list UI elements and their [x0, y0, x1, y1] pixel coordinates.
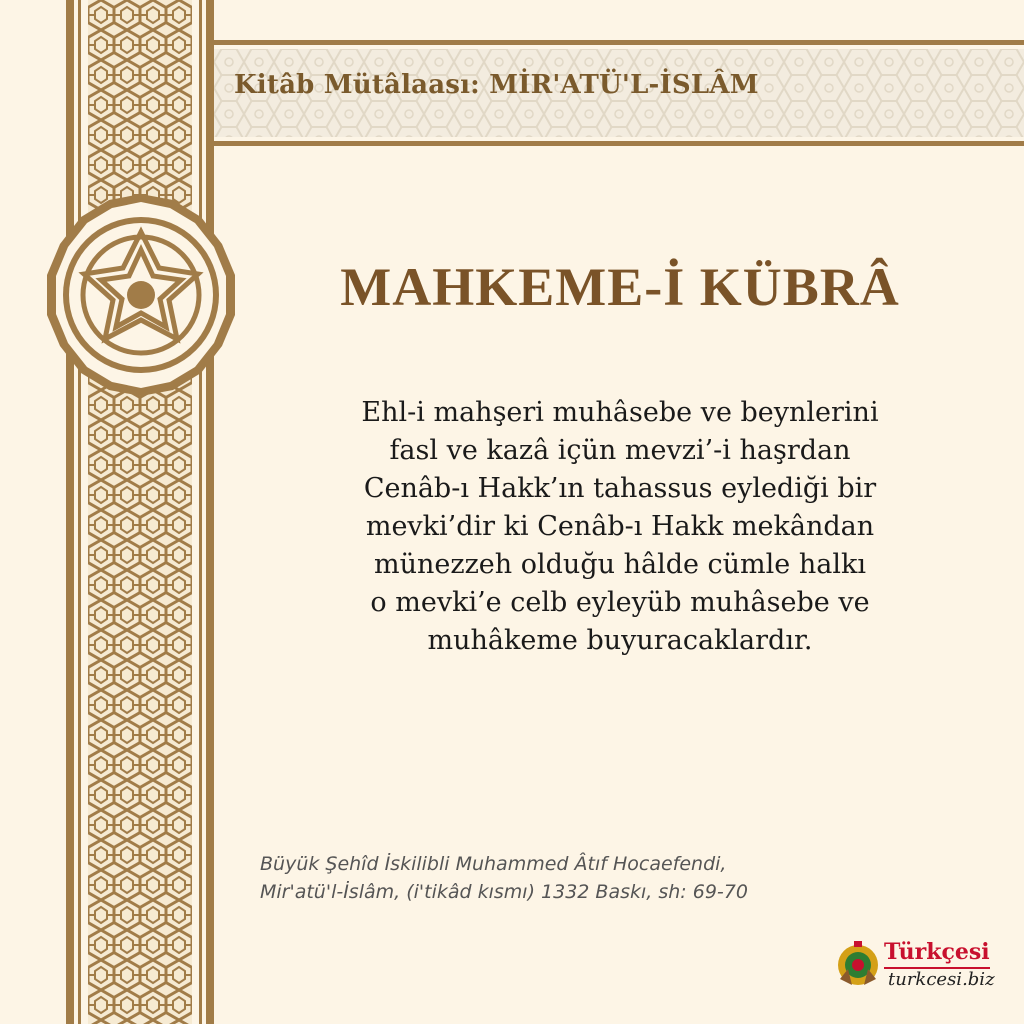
body-paragraph [290, 394, 950, 660]
band-rail-right [206, 0, 214, 1024]
logo-brand-text: Türkçesi [884, 939, 990, 965]
logo-site-link[interactable]: turkcesi.biz [888, 969, 995, 990]
source-citation [260, 850, 960, 906]
body-line: münezzeh olduğu hâlde cümle halkı [374, 549, 866, 580]
turkcesi-logo[interactable] [834, 937, 994, 997]
citation-line: Büyük Şehîd İskilibli Muhammed Âtıf Hocaefendi, [260, 853, 727, 875]
body-line: Ehl-i mahşeri muhâsebe ve beynlerini [361, 397, 879, 428]
geometric-lattice-pattern [88, 0, 192, 1024]
left-ornamental-band [66, 0, 214, 1024]
rosette-medallion [38, 192, 244, 398]
body-line: fasl ve kazâ içün mevzi’-i haşrdan [389, 435, 851, 466]
body-line: muhâkeme buyuracaklardır. [427, 625, 813, 656]
band-inner-line-left [78, 0, 81, 1024]
body-line: mevki’dir ki Cenâb-ı Hakk mekândan [365, 511, 875, 542]
body-line: o mevki’e celb eyleyüb muhâsebe ve [370, 587, 870, 618]
citation-line: Mir'atü'l-İslâm, (i'tikâd kısmı) 1332 Baskı, sh: 69-70 [260, 881, 748, 903]
book-review-header: Kitâb Mütâlaası: MİR'ATÜ'L-İSLÂM [234, 70, 759, 100]
body-line: Cenâb-ı Hakk’ın tahassus eylediği bir [363, 473, 877, 504]
ottoman-coat-of-arms-icon [834, 939, 882, 991]
band-rail-left [66, 0, 74, 1024]
band-inner-line-right [199, 0, 202, 1024]
page-title: MAHKEME-İ KÜBRÂ [340, 257, 900, 317]
